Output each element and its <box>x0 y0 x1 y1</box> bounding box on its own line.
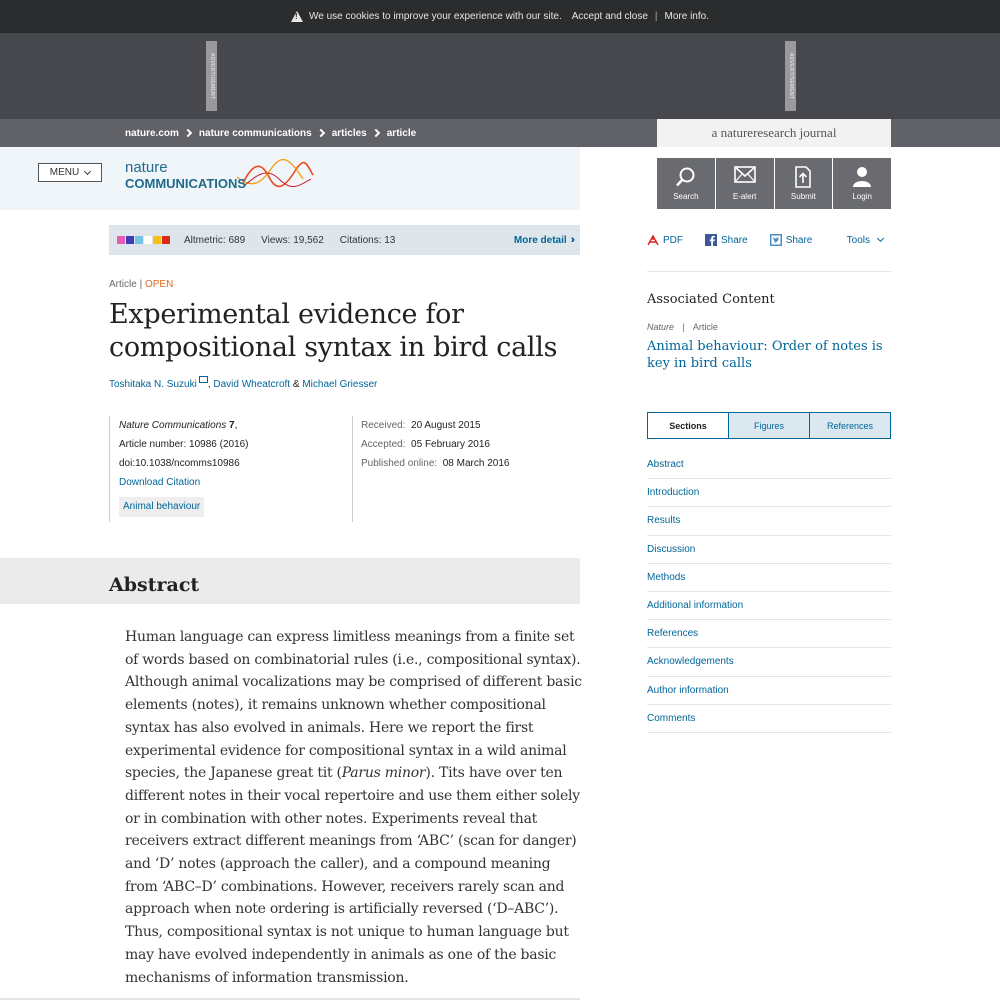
pdf-download-link[interactable] <box>647 234 683 246</box>
associated-content-link[interactable]: Animal behaviour: Order of notes is key in bird calls <box>647 339 883 371</box>
section-link-discussion[interactable]: Discussion <box>647 536 891 564</box>
facebook-share-label: Share <box>721 234 748 246</box>
site-header <box>0 147 580 210</box>
altmetric-color-swatch <box>162 236 170 244</box>
article-type <box>109 279 173 290</box>
logo-word-nature: nature <box>125 159 168 176</box>
altmetric-color-swatch <box>117 236 125 244</box>
volume-separator: , <box>234 420 238 431</box>
article-type-label: Article <box>109 279 137 290</box>
altmetric-color-swatch <box>135 236 143 244</box>
toolbar <box>657 158 891 209</box>
upload-document-icon <box>794 166 812 188</box>
journal-volume: 7 <box>229 420 235 431</box>
double-chevron-right-icon: ›› <box>570 234 572 246</box>
breadcrumb-articles[interactable]: articles <box>331 127 367 139</box>
menu-button[interactable] <box>38 163 102 182</box>
natureresearch-journal-tag[interactable]: a natureresearch journal <box>657 119 891 147</box>
more-detail-label: More detail <box>513 234 567 246</box>
abstract-text <box>125 626 585 989</box>
breadcrumb-nature[interactable]: nature.com <box>125 127 179 139</box>
associated-content-heading: Associated Content <box>647 292 775 307</box>
species-name: Parus minor <box>341 765 426 782</box>
ealert-button[interactable] <box>716 158 774 209</box>
article-type-separator: | <box>139 279 143 290</box>
author-separator: & <box>292 379 300 390</box>
article-title: Experimental evidence for compositional syntax in bird calls <box>109 299 558 363</box>
facebook-icon <box>705 234 717 246</box>
twitter-share-link[interactable] <box>770 234 813 246</box>
section-link-introduction[interactable]: Introduction <box>647 479 891 507</box>
chevron-right-icon <box>372 129 380 137</box>
search-button[interactable] <box>657 158 715 209</box>
facebook-share-link[interactable] <box>705 234 748 246</box>
section-link-author-information[interactable]: Author information <box>647 677 891 705</box>
citation-journal <box>119 416 352 435</box>
breadcrumb <box>125 119 416 147</box>
views-count: Views: 19,562 <box>261 234 324 246</box>
received-date-row <box>361 416 509 435</box>
submit-button[interactable] <box>775 158 833 209</box>
subject-tag[interactable]: Animal behaviour <box>119 497 204 517</box>
journal-name: Nature Communications <box>119 420 227 431</box>
altmetric-score: Altmetric: 689 <box>184 234 246 246</box>
envelope-icon <box>734 166 756 184</box>
advertisement-strip <box>0 33 1000 119</box>
author-link[interactable]: Michael Griesser <box>302 379 378 390</box>
menu-label: MENU <box>49 167 80 178</box>
article-doi: doi:10.1038/ncomms10986 <box>119 458 240 469</box>
advertisement-label-left: ADVERTISEMENT <box>206 41 217 111</box>
divider <box>647 271 891 272</box>
published-date: 08 March 2016 <box>442 458 510 469</box>
search-label: Search <box>673 192 699 201</box>
altmetric-color-swatch <box>126 236 134 244</box>
warning-icon <box>291 11 303 22</box>
section-link-acknowledgements[interactable]: Acknowledgements <box>647 648 891 676</box>
login-button[interactable] <box>833 158 891 209</box>
accept-cookies-link[interactable]: Accept and close <box>571 11 648 22</box>
altmetric-color-swatch <box>153 236 161 244</box>
author-list <box>109 379 377 390</box>
article-nav-tabs <box>647 412 891 439</box>
published-label: Published online: <box>361 458 438 469</box>
tab-references[interactable]: References <box>809 413 890 438</box>
login-label: Login <box>852 192 872 201</box>
article-metrics-bar <box>109 225 580 255</box>
mail-icon[interactable] <box>199 376 208 383</box>
section-link-comments[interactable]: Comments <box>647 705 891 733</box>
associated-content-source <box>647 322 718 332</box>
chevron-right-icon <box>184 129 192 137</box>
received-label: Received: <box>361 420 406 431</box>
published-date-row <box>361 454 509 473</box>
pdf-icon <box>647 234 659 246</box>
altmetric-color-swatch <box>144 236 152 244</box>
citations-count: Citations: 13 <box>339 234 396 246</box>
accepted-date-row <box>361 435 509 454</box>
user-icon <box>852 166 872 188</box>
twitter-share-label: Share <box>785 234 813 246</box>
download-citation-link[interactable]: Download Citation <box>119 477 201 488</box>
accepted-date: 05 February 2016 <box>411 439 490 450</box>
section-link-results[interactable]: Results <box>647 507 891 535</box>
article-number: Article number: 10986 (2016) <box>119 439 249 450</box>
section-link-methods[interactable]: Methods <box>647 564 891 592</box>
share-toolbar <box>647 232 891 248</box>
received-date: 20 August 2015 <box>411 420 481 431</box>
section-list <box>647 451 891 733</box>
more-detail-link[interactable] <box>514 225 572 255</box>
tools-dropdown[interactable] <box>847 235 883 246</box>
chevron-down-icon <box>877 235 884 242</box>
pdf-label: PDF <box>663 234 683 246</box>
tab-sections[interactable]: Sections <box>648 413 728 438</box>
abstract-text-part-2: ). Tits have over ten different notes in their vocal repertoire and use them either solely or in combination with other notes. Experiments reveal that receivers extract different meanings from ‘ABC’ (scan for danger) and ‘D’ notes (approach the caller), and a compound meaning from ‘ABC–D’ combinations. However, receivers rarely scan and approach when note ordering is artificially reversed (‘D–ABC’). Thus, compositional syntax is not unique to human language but may have evolved independently in animals as one of the basic mechanisms of information transmission. <box>125 765 580 986</box>
chevron-right-icon <box>316 129 324 137</box>
breadcrumb-nature-communications[interactable]: nature communications <box>198 127 312 139</box>
search-icon <box>675 166 697 188</box>
author-separator: , <box>207 379 211 390</box>
altmetric-donut-icon[interactable] <box>117 236 170 244</box>
nature-communications-logo[interactable] <box>125 157 315 193</box>
publication-info <box>109 416 353 522</box>
ealert-label: E-alert <box>732 192 757 201</box>
tab-figures[interactable]: Figures <box>728 413 809 438</box>
section-link-additional-information[interactable]: Additional information <box>647 592 891 620</box>
advertisement-label-right: ADVERTISEMENT <box>785 41 796 111</box>
chevron-down-icon <box>84 167 91 174</box>
abstract-heading-band <box>0 558 580 604</box>
section-link-references[interactable]: References <box>647 620 891 648</box>
breadcrumb-article: article <box>386 127 417 139</box>
author-link[interactable]: David Wheatcroft <box>213 379 291 390</box>
logo-word-communications: COMMUNICATIONS <box>125 176 247 191</box>
associated-kind: Article <box>692 322 718 332</box>
cookie-separator: | <box>654 11 658 22</box>
associated-journal: Nature <box>647 322 675 332</box>
submit-label: Submit <box>790 192 816 201</box>
accepted-label: Accepted: <box>361 439 406 450</box>
abstract-heading: Abstract <box>109 574 200 596</box>
open-access-badge: OPEN <box>144 279 174 290</box>
twitter-icon <box>770 234 782 246</box>
section-link-abstract[interactable]: Abstract <box>647 451 891 479</box>
tools-dropdown-label: Tools <box>846 234 870 246</box>
publication-dates <box>361 416 509 473</box>
author-link[interactable]: Toshitaka N. Suzuki <box>109 379 197 390</box>
associated-separator: | <box>682 322 685 332</box>
cookie-banner <box>0 0 1000 33</box>
abstract-text-part-1: Human language can express limitless meanings from a finite set of words based on combinatorial rules (i.e., compositional syntax). Although animal vocalizations may be comprised of different basic elements (notes), it remains unknown whether compositional syntax has also evolved in animals. Here we report the first experimental evidence for compositional syntax in a wild animal species, the Japanese great tit ( <box>125 629 582 782</box>
cookie-message: We use cookies to improve your experience with our site. <box>309 11 562 22</box>
cookie-more-info-link[interactable]: More info. <box>664 11 709 22</box>
